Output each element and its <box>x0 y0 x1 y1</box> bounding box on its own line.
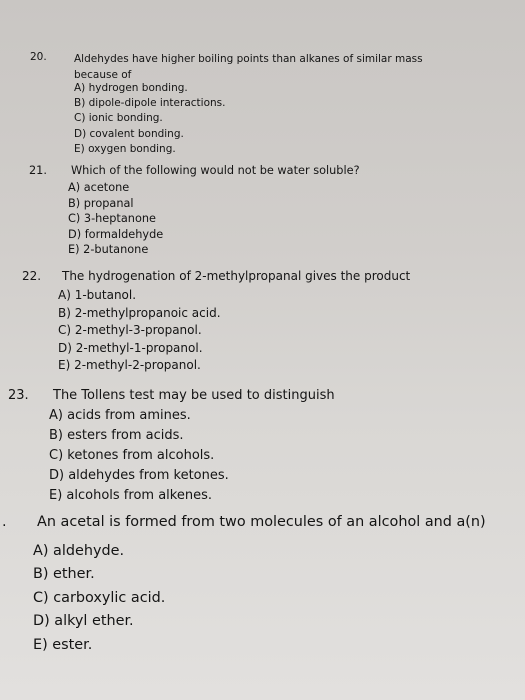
answer-option: D) 2-methyl-1-propanol. <box>58 340 203 355</box>
answer-option: E) alcohols from alkenes. <box>49 488 212 503</box>
question-number: 20. <box>30 51 47 63</box>
question-number: 21. <box>29 164 47 177</box>
answer-option: C) ionic bonding. <box>74 112 163 125</box>
answer-options <box>68 180 163 258</box>
question-stem: The hydrogenation of 2-methylpropanal gives the product <box>62 269 411 283</box>
answer-option: C) carboxylic acid. <box>33 589 166 606</box>
answer-option: C) 2-methyl-3-propanol. <box>58 323 202 337</box>
answer-options <box>33 540 165 657</box>
answer-options <box>58 287 221 375</box>
answer-option: D) alkyl ether. <box>33 613 134 630</box>
question-number: . <box>2 514 7 530</box>
question-stem <box>74 51 423 83</box>
question-number: 23. <box>8 388 29 403</box>
answer-option: D) covalent bonding. <box>74 127 184 140</box>
answer-option: E) ester. <box>33 636 93 653</box>
answer-option: A) acids from amines. <box>49 408 191 423</box>
question-stem: An acetal is formed from two molecules of an alcohol and a(n) <box>37 514 486 530</box>
answer-option: B) 2-methylpropanoic acid. <box>58 305 221 320</box>
answer-option: B) propanal <box>68 196 134 210</box>
question-stem-line: because of <box>74 69 132 81</box>
answer-option: D) aldehydes from ketones. <box>49 468 229 483</box>
answer-option: E) 2-methyl-2-propanol. <box>58 358 201 372</box>
question-stem-line: Aldehydes have higher boiling points than alkanes of similar mass <box>74 53 423 65</box>
answer-option: D) formaldehyde <box>68 227 164 241</box>
answer-option: C) ketones from alcohols. <box>49 448 215 463</box>
answer-option: A) acetone <box>68 181 130 194</box>
answer-option: B) esters from acids. <box>49 428 184 443</box>
answer-option: C) 3-heptanone <box>68 212 156 226</box>
answer-option: A) 1-butanol. <box>58 288 137 302</box>
answer-option: E) 2-butanone <box>68 243 149 257</box>
question-number: 22. <box>22 269 42 283</box>
answer-options <box>49 406 229 506</box>
answer-option: E) oxygen bonding. <box>74 142 176 155</box>
question-stem: Which of the following would not be water soluble? <box>71 164 360 177</box>
answer-option: A) aldehyde. <box>33 543 125 559</box>
answer-option: B) ether. <box>33 566 95 583</box>
answer-option: B) dipole-dipole interactions. <box>74 97 226 110</box>
answer-options <box>74 81 225 157</box>
question-stem: The Tollens test may be used to distinguish <box>53 388 335 403</box>
answer-option: A) hydrogen bonding. <box>74 82 188 94</box>
